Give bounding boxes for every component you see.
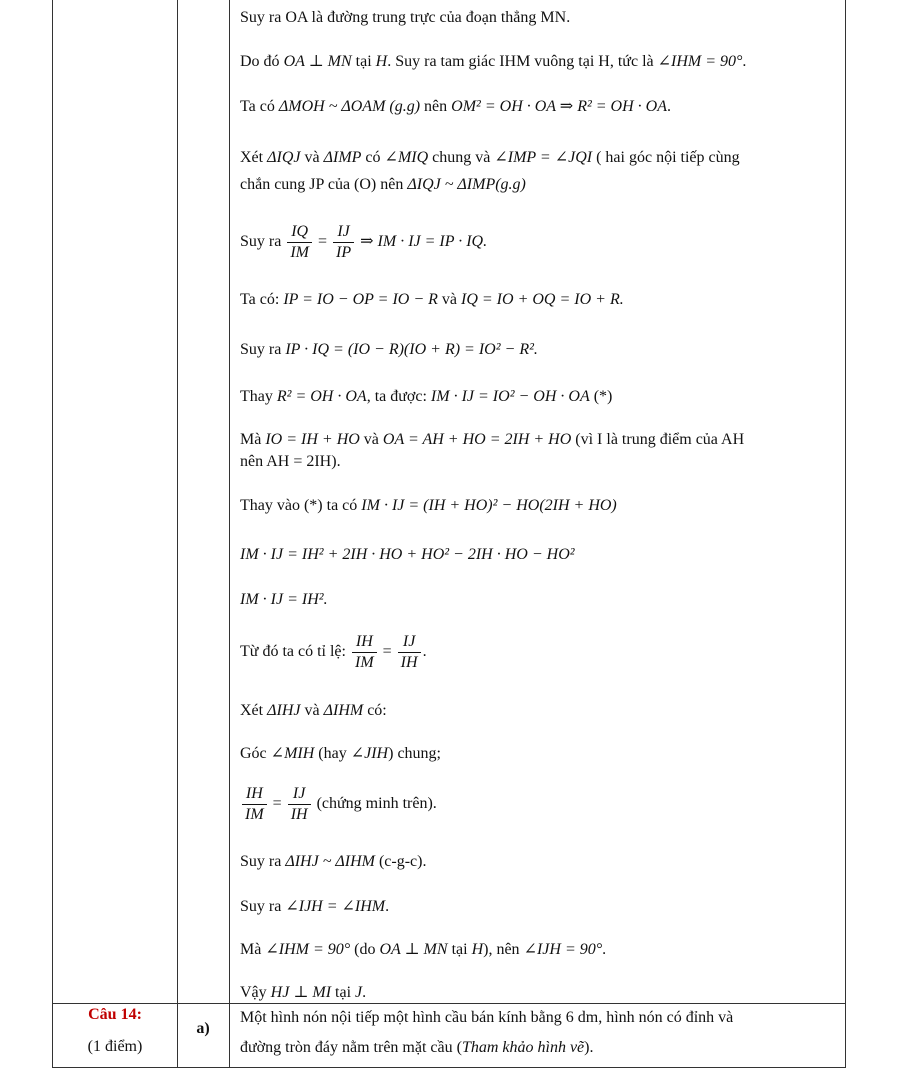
solution-line-11: nên AH = 2IH). [240, 453, 341, 470]
table-border-left [52, 0, 53, 1068]
question-text-line-1: Một hình nón nội tiếp một hình cầu bán kính bằng 6 dm, hình nón có đỉnh và [240, 1009, 734, 1026]
solution-line-10: Mà IO = IH + HO và OA = AH + HO = 2IH + HO (vì I là trung điểm của AH [240, 431, 745, 448]
fraction-ij-ip: $\frac{IJ}{IP}$ [333, 222, 354, 263]
solution-line-4: Xét ΔIQJ và ΔIMP có ∠MIQ chung và ∠IMP = ∠JQI ( hai góc nội tiếp cùng [240, 149, 740, 166]
solution-line-13: IM · IJ = IH² + 2IH · HO + HO² − 2IH · HO − HO² [240, 546, 575, 563]
solution-line-7: Ta có: IP = IO − OP = IO − R và IQ = IO + OQ = IO + R. [240, 291, 624, 308]
question-points: (1 điểm) [87, 1038, 143, 1055]
table-divider-2 [229, 0, 230, 1068]
fraction-iq-im: $\frac{IQ}{IM}$ [287, 222, 312, 263]
table-divider-1 [177, 0, 178, 1068]
solution-line-15: Từ đó ta có tỉ lệ: $\frac{IH}{IM}$ = $\frac{IJ}{IH}$ . [240, 633, 427, 671]
question-label: Câu 14: [88, 1006, 142, 1023]
solution-line-6: Suy ra $\frac{IQ}{IM}$ = $\frac{IJ}{IP}$ ⇒ IM · IJ = IP · IQ. [240, 223, 488, 261]
solution-line-5: chắn cung JP của (O) nên ΔIQJ ~ ΔIMP(g.g) [240, 176, 526, 193]
solution-line-19: Suy ra ΔIHJ ~ ΔIHM (c-g-c). [240, 853, 427, 870]
solution-line-18: $\frac{IH}{IM}$ = $\frac{IJ}{IH}$ (chứng minh trên). [240, 784, 437, 825]
fraction-ih-im: $\frac{IH}{IM}$ [352, 632, 377, 673]
fraction-ih-im-2: $\frac{IH}{IM}$ [242, 784, 267, 825]
solution-line-3: Ta có ΔMOH ~ ΔOAM (g.g) nên OM² = OH · OA ⇒ R² = OH · OA. [240, 98, 671, 115]
solution-line-12: Thay vào (*) ta có IM · IJ = (IH + HO)² − HO(2IH + HO) [240, 497, 617, 514]
row-separator [52, 1003, 846, 1004]
solution-line-8: Suy ra IP · IQ = (IO − R)(IO + R) = IO² − R². [240, 341, 538, 358]
solution-line-16: Xét ΔIHJ và ΔIHM có: [240, 702, 387, 719]
table-border-right [845, 0, 846, 1068]
solution-line-1: Suy ra OA là đường trung trực của đoạn thẳng MN. [240, 9, 571, 26]
solution-line-9: Thay R² = OH · OA, ta được: IM · IJ = IO² − OH · OA (*) [240, 388, 613, 405]
solution-line-20: Suy ra ∠IJH = ∠IHM. [240, 898, 390, 915]
solution-line-2: Do đó OA ⊥ MN tại H. Suy ra tam giác IHM vuông tại H, tức là ∠IHM = 90°. [240, 53, 747, 70]
solution-line-17: Góc ∠MIH (hay ∠JIH) chung; [240, 745, 441, 762]
solution-line-21: Mà ∠IHM = 90° (do OA ⊥ MN tại H), nên ∠IJH = 90°. [240, 941, 607, 958]
table-border-bottom [52, 1067, 846, 1068]
fraction-ij-ih: $\frac{IJ}{IH}$ [398, 632, 421, 673]
fraction-ij-ih-2: $\frac{IJ}{IH}$ [288, 784, 311, 825]
question-part: a) [196, 1020, 210, 1037]
solution-line-14: IM · IJ = IH². [240, 591, 328, 608]
solution-line-22: Vậy HJ ⊥ MI tại J. [240, 984, 367, 1001]
question-text-line-2: đường tròn đáy nằm trên mặt cầu (Tham khảo hình vẽ). [240, 1039, 594, 1056]
